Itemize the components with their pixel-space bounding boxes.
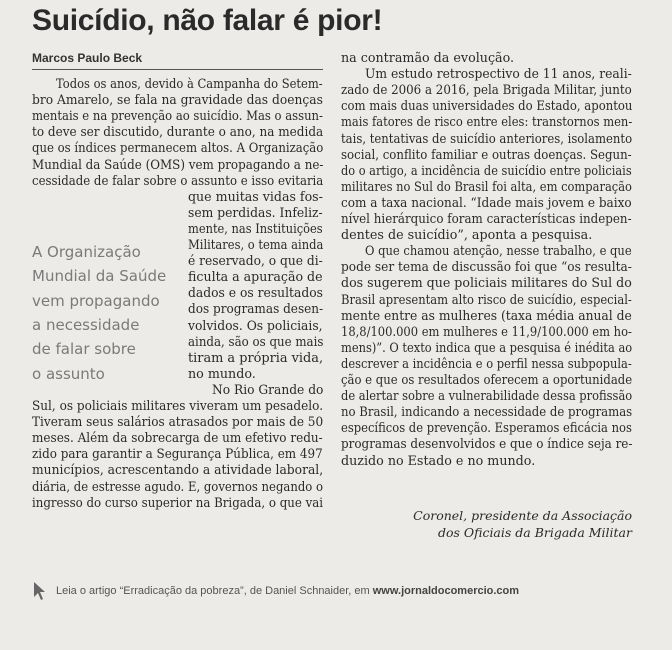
text-line: Sul, os policiais militares viveram um pesadelo.	[32, 398, 324, 413]
pull-quote-line: o assunto	[32, 364, 105, 383]
footer-text: Leia o artigo “Erradicação da pobreza”, de Daniel Schnaider, em	[56, 585, 373, 597]
cursor-arrow-icon	[32, 581, 46, 601]
text-line: Militares, o tema ainda	[188, 237, 324, 252]
text-line: Todos os anos, devido à Campanha do Setem-	[56, 76, 323, 91]
text-line: O que chamou atenção, nesse trabalho, e que	[365, 243, 632, 259]
text-line: to deve ser discutido, durante o ano, na medida	[32, 124, 324, 140]
text-line: que os índices permanecem altos. A Organização	[32, 140, 324, 156]
text-line: mente entre as mulheres (taxa média anual de	[341, 307, 632, 323]
text-line: municípios, acrescentando a atividade laboral,	[32, 462, 324, 478]
author-byline: Marcos Paulo Beck	[32, 51, 143, 65]
text-line: No Rio Grande do	[212, 381, 324, 397]
pull-quote-line: a necessidade	[32, 315, 140, 334]
text-line: Um estudo retrospectivo de 11 anos, reali-	[365, 66, 632, 82]
text-line: Tiveram seus salários atrasados por mais de 50	[32, 414, 324, 430]
text-line: com mais duas universidades do Estado, apontou	[341, 98, 633, 114]
signature-line: Coronel, presidente da Associação	[413, 508, 632, 523]
text-line: na contramão da evolução.	[341, 50, 515, 65]
text-line: dos programas desen-	[188, 301, 324, 317]
text-line: é reservado, o que di-	[188, 253, 323, 269]
text-line: zido para garantir a Segurança Pública, em 497	[32, 446, 323, 462]
pull-quote-line: de falar sobre	[32, 340, 136, 359]
text-line: nível hierárquico foram características indepen-	[341, 211, 632, 226]
byline-rule	[32, 69, 323, 70]
text-line: específicos de prevenção. Esperamos eficácia nos	[341, 420, 632, 436]
text-line: diária, de estresse agudo. E, governos negando o	[32, 478, 324, 494]
text-line: 18,8/100.000 em mulheres e 11,9/100.000 em ho-	[341, 323, 632, 339]
text-line: tais, tentativas de suicídio anteriores, isolamento	[341, 130, 633, 146]
text-line: dados e os resultados	[188, 285, 323, 301]
footer-note	[32, 579, 519, 603]
signature-line: dos Oficiais da Brigada Militar	[437, 525, 632, 540]
text-line: militares no Sul do Brasil foi alta, em comparação	[341, 178, 632, 194]
text-line: de alertar sobre a vulnerabilidade dessa profissão	[341, 388, 633, 404]
text-line: do o artigo, a incidência de suicídio entre policiais	[341, 162, 632, 178]
text-line: ficulta a apuração de	[188, 269, 323, 285]
text-line: meses. Além da sobrecarga de um efetivo redu-	[32, 430, 323, 446]
text-line: descrever a incidência e o perfil nessa subpopula-	[341, 355, 632, 371]
pull-quote-line: Mundial da Saúde	[32, 267, 167, 286]
article-title: Suicídio, não falar é pior!	[32, 4, 383, 37]
text-line: Brasil apresentam alto risco de suicídio, especial-	[341, 291, 632, 307]
text-line: Mundial da Saúde (OMS) vem propagando a ne-	[32, 156, 324, 172]
text-line: no Brasil, indicando a necessidade de programas	[341, 404, 633, 420]
text-line: mente, nas Instituições	[188, 220, 323, 236]
text-line: volvidos. Os policiais,	[188, 317, 323, 333]
text-line: dentes de suicídio”, aponta a pesquisa.	[341, 227, 593, 243]
text-line: mentais e na prevenção ao suicídio. Mas o assun-	[32, 108, 323, 124]
text-line: zado de 2006 a 2016, pela Brigada Militar, junto	[341, 82, 632, 98]
text-line: que muitas vidas fos-	[188, 188, 323, 204]
text-line: mens)”. O texto indica que a pesquisa é inédita ao	[341, 339, 633, 355]
text-line: pode ser tema de discussão foi que “os resulta-	[341, 259, 632, 275]
text-line: no mundo.	[188, 365, 256, 381]
footer-link[interactable]: www.jornaldocomercio.com	[372, 585, 520, 597]
text-line: social, conflito familiar e outras doenças. Segun-	[341, 146, 632, 162]
text-line: mais fatores de risco entre eles: transtornos men-	[341, 114, 633, 130]
text-line: ainda, são os que mais	[188, 333, 324, 349]
pull-quote-line: A Organização	[32, 243, 141, 261]
text-line: ingresso do curso superior na Brigada, o que vai	[32, 494, 324, 510]
text-line: programas desenvolvidos e que o índice seja re-	[341, 436, 633, 452]
text-line: com a taxa nacional. “Idade mais jovem e baixo	[341, 194, 632, 210]
text-line: duzido no Estado e no mundo.	[341, 452, 536, 468]
text-line: ção e que os resultados oferecem a oportunidade	[341, 372, 633, 387]
text-line: tiram a própria vida,	[188, 349, 324, 365]
text-line: sem perdidas. Infeliz-	[188, 204, 323, 220]
text-line: bro Amarelo, se fala na gravidade das doenças	[32, 92, 323, 108]
pull-quote-line: vem propagando	[32, 291, 160, 310]
text-line: dos sugerem que policiais militares do Sul do	[341, 275, 632, 291]
text-line: cessidade de falar sobre o assunto e isso evitaria	[32, 172, 324, 188]
